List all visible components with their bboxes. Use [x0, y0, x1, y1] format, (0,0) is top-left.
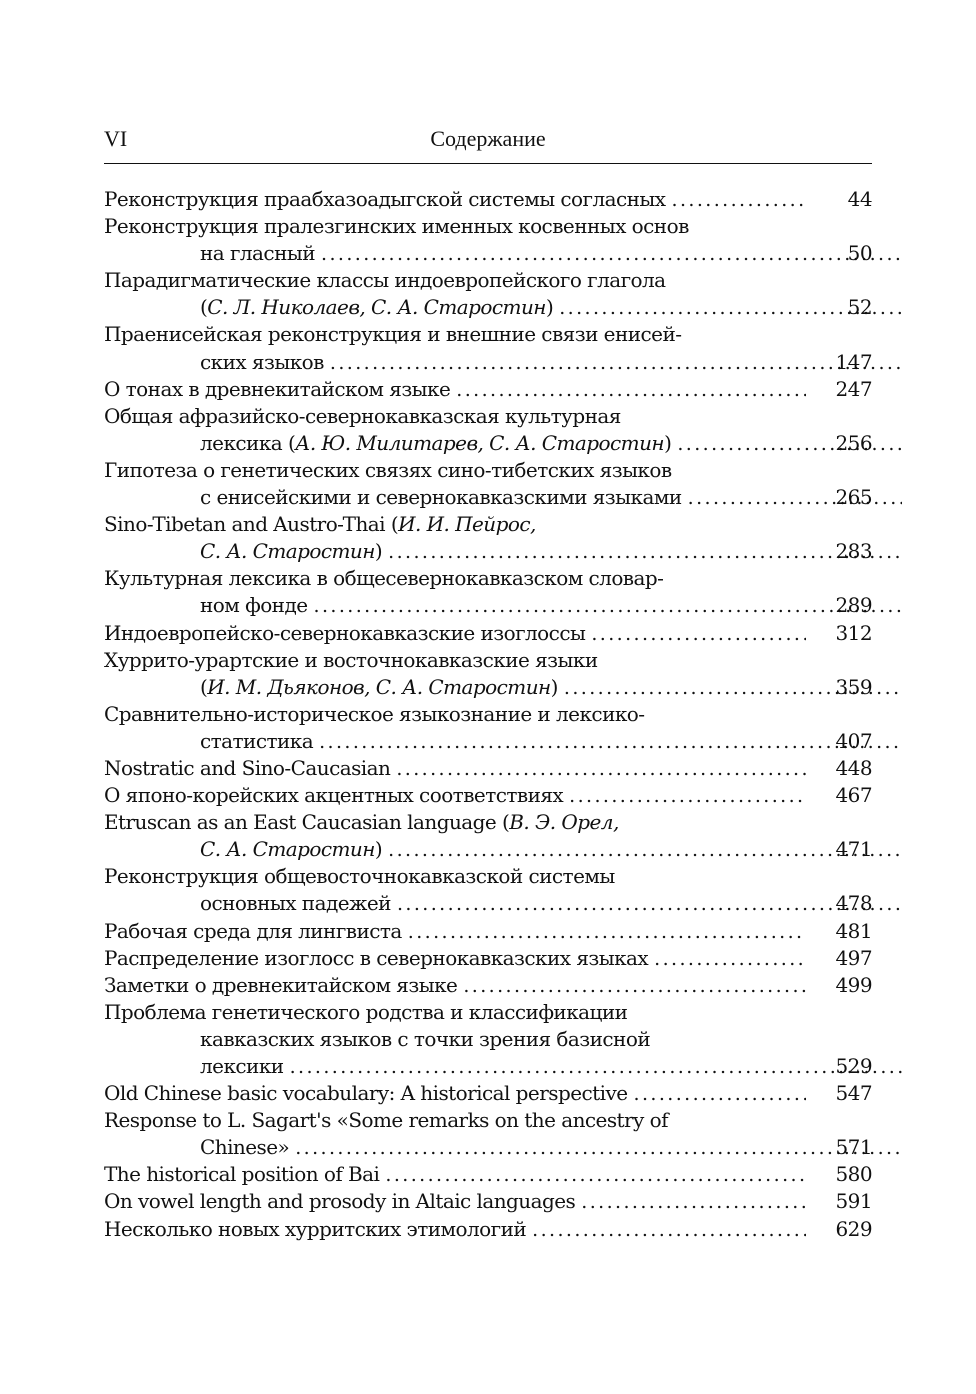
- toc-entry-title: [104, 702, 645, 726]
- toc-page-number: 547: [835, 1081, 872, 1106]
- toc-entry-line: [104, 809, 872, 836]
- toc-entry[interactable]: [104, 565, 872, 619]
- toc-page-number: 448: [835, 755, 872, 780]
- toc-entry[interactable]: [104, 213, 872, 267]
- toc-entry[interactable]: [104, 755, 872, 782]
- toc-entry[interactable]: [104, 945, 872, 972]
- toc-entry-line: [104, 1080, 872, 1107]
- title-text: Общая афразийско-севернокавказская культурная: [104, 403, 621, 428]
- dot-leader: [321, 241, 902, 268]
- dot-leader: [654, 946, 806, 973]
- toc-entry-line: [104, 1134, 872, 1161]
- title-text: Несколько новых хурритских этимологий: [104, 1216, 527, 1241]
- toc-entry[interactable]: [104, 1188, 872, 1215]
- dot-leader: [569, 783, 806, 810]
- toc-entry-line: [104, 349, 872, 376]
- toc-entry-title: [104, 864, 615, 888]
- toc-page-number: 478: [835, 891, 872, 916]
- toc-entry-title: [104, 404, 621, 428]
- toc-page-number: 499: [835, 972, 872, 997]
- dot-leader: [581, 1189, 806, 1216]
- toc-entry-line: [104, 538, 872, 565]
- toc-page-number: 580: [835, 1162, 872, 1187]
- dot-leader: [591, 621, 806, 648]
- toc-entry-line: [104, 1053, 872, 1080]
- toc-page-number: 467: [835, 783, 872, 808]
- toc-entry-title: [200, 592, 308, 619]
- toc-page-number: 52: [847, 295, 872, 320]
- title-text: Nostratic and Sino-Caucasian: [104, 755, 391, 780]
- title-text: ских языков: [200, 349, 324, 374]
- title-text: Реконструкция пралезгинских именных косвенных основ: [104, 214, 689, 239]
- toc-entry-line: [104, 1188, 872, 1215]
- dot-leader: [463, 973, 806, 1000]
- author-names: И. И. Пейрос,: [398, 512, 536, 537]
- title-text: Парадигматические классы индоевропейского глагола: [104, 268, 666, 293]
- toc-entry-line: [104, 972, 872, 999]
- title-text: (: [200, 295, 208, 320]
- author-names: С. А. Старостин: [200, 539, 375, 564]
- toc-entry-title: [104, 1161, 379, 1188]
- toc-page-number: 265: [835, 485, 872, 510]
- toc-entry-title: [104, 918, 402, 945]
- toc-entry-title: [104, 1000, 627, 1024]
- title-text: Response to L. Sagart's «Some remarks on the ancestry of: [104, 1108, 668, 1133]
- toc-entry[interactable]: [104, 186, 872, 213]
- toc-entry-title: [200, 836, 382, 863]
- toc-page-number: 50: [847, 241, 872, 266]
- toc-entry-title: [200, 294, 553, 321]
- title-text: Etruscan as an East Caucasian language (: [104, 810, 510, 835]
- toc-entry-line: [104, 511, 872, 538]
- toc-entry-line: [104, 728, 872, 755]
- dot-leader: [532, 1217, 806, 1244]
- toc-entry[interactable]: [104, 809, 872, 863]
- toc-page-number: 283: [835, 539, 872, 564]
- toc-entry-title: [104, 1108, 668, 1132]
- toc-entry[interactable]: [104, 918, 872, 945]
- toc-entry-line: [104, 484, 872, 511]
- title-text: Хуррито-урартские и восточнокавказские языки: [104, 647, 598, 672]
- toc-page-number: 312: [835, 620, 872, 645]
- dot-leader: [396, 756, 806, 783]
- title-text: ): [374, 837, 383, 862]
- toc-page-number: 256: [835, 430, 872, 455]
- toc-entry[interactable]: [104, 620, 872, 647]
- header-rule: [104, 163, 872, 164]
- dot-leader: [388, 837, 902, 864]
- toc-entry-title: [104, 566, 663, 590]
- title-text: On vowel length and prosody in Altaic languages: [104, 1189, 576, 1214]
- toc-entry-line: [104, 620, 872, 647]
- title-text: основных падежей: [200, 891, 391, 916]
- title-text: ): [550, 674, 558, 699]
- title-text: О японо-корейских акцентных соответствиях: [104, 783, 564, 808]
- title-text: Культурная лексика в общесевернокавказском словар-: [104, 566, 664, 591]
- title-text: на гласный: [200, 241, 315, 266]
- title-text: Sino-Tibetan and Austro-Thai (: [104, 512, 399, 537]
- dot-leader: [290, 1054, 902, 1081]
- toc-entry-line: [104, 782, 872, 809]
- toc-entry-line: [104, 945, 872, 972]
- toc-entry-line: [104, 701, 872, 728]
- toc-entry[interactable]: [104, 647, 872, 701]
- title-text: Праенисейская реконструкция и внешние связи енисей-: [104, 322, 682, 347]
- toc-page-number: 497: [835, 945, 872, 970]
- toc-entry-line: [104, 213, 872, 240]
- toc-entry-title: [104, 782, 563, 809]
- toc-entry-title: [200, 349, 324, 376]
- toc-entry[interactable]: [104, 972, 872, 999]
- toc-entry-title: [104, 1080, 628, 1107]
- toc-entry-line: [104, 863, 872, 890]
- title-text: Реконструкция праабхазоадыгской системы согласных: [104, 187, 666, 211]
- toc-page-number: 247: [835, 376, 872, 401]
- table-of-contents: [104, 186, 872, 1243]
- toc-entry-title: [200, 728, 313, 755]
- toc-entry-line: [104, 999, 872, 1026]
- title-text: The historical position of Bai: [104, 1162, 380, 1187]
- author-names: С. А. Старостин: [200, 837, 375, 862]
- toc-entry-title: [104, 648, 598, 672]
- toc-entry-line: [104, 836, 872, 863]
- toc-entry[interactable]: [104, 321, 872, 375]
- dot-leader: [634, 1081, 806, 1108]
- toc-entry[interactable]: [104, 511, 872, 565]
- author-names: А. Ю. Милитарев, С. А. Старостин: [295, 430, 665, 455]
- toc-entry[interactable]: [104, 457, 872, 511]
- toc-entry-title: [200, 1053, 284, 1080]
- toc-page-number: 481: [835, 918, 872, 943]
- toc-entry-line: [104, 186, 872, 213]
- dot-leader: [672, 187, 807, 214]
- toc-page-number: 359: [835, 674, 872, 699]
- toc-entry-title: [200, 538, 382, 565]
- toc-entry-line: [104, 321, 872, 348]
- title-text: ): [664, 430, 672, 455]
- toc-entry[interactable]: [104, 701, 872, 755]
- toc-entry[interactable]: [104, 1161, 872, 1188]
- toc-entry-line: [104, 647, 872, 674]
- toc-entry-line: [104, 1026, 872, 1053]
- toc-entry-title: [104, 458, 672, 482]
- title-text: Chinese»: [200, 1135, 290, 1160]
- dot-leader: [319, 729, 902, 756]
- title-text: статистика: [200, 728, 314, 753]
- toc-entry-title: [200, 430, 671, 457]
- title-text: Заметки о древнекитайском языке: [104, 972, 458, 997]
- toc-entry-line: [104, 430, 872, 457]
- title-text: лексика (: [200, 430, 296, 455]
- page-number: VI: [104, 126, 128, 151]
- toc-entry-title: [104, 945, 648, 972]
- running-header: [104, 124, 872, 160]
- toc-entry-title: [200, 484, 682, 511]
- toc-entry[interactable]: [104, 782, 872, 809]
- running-title: Содержание: [430, 126, 546, 151]
- toc-entry[interactable]: [104, 403, 872, 457]
- title-text: Индоевропейско-севернокавказские изоглоссы: [104, 620, 586, 645]
- title-text: О тонах в древнекитайском языке: [104, 376, 451, 401]
- toc-entry-title: [200, 240, 315, 267]
- toc-entry-title: [104, 322, 681, 346]
- title-text: Сравнительно-историческое языкознание и лексико-: [104, 701, 645, 726]
- title-text: кавказских языков с точки зрения базисной: [200, 1026, 651, 1051]
- dot-leader: [397, 891, 902, 918]
- dot-leader: [456, 377, 806, 404]
- title-text: лексики: [200, 1054, 284, 1078]
- title-text: с енисейскими и севернокавказскими языками: [200, 485, 682, 510]
- toc-page-number: 591: [835, 1189, 872, 1214]
- toc-page-number: 571: [835, 1135, 872, 1160]
- toc-entry[interactable]: [104, 863, 872, 917]
- toc-entry[interactable]: [104, 1216, 872, 1243]
- author-names: С. Л. Николаев, С. А. Старостин: [207, 295, 546, 320]
- toc-entry-title: [104, 1188, 575, 1215]
- title-text: (: [200, 674, 208, 699]
- toc-entry-title: [104, 376, 450, 403]
- toc-entry[interactable]: [104, 376, 872, 403]
- toc-page-number: 44: [847, 187, 872, 211]
- toc-entry-title: [104, 755, 390, 782]
- toc-entry-line: [104, 1107, 872, 1134]
- toc-page-number: 529: [835, 1054, 872, 1078]
- title-text: Проблема генетического родства и классификации: [104, 999, 628, 1024]
- toc-entry-line: [104, 376, 872, 403]
- toc-entry-line: [104, 457, 872, 484]
- toc-entry-title: [104, 810, 619, 834]
- toc-entry-line: [104, 755, 872, 782]
- dot-leader: [388, 539, 902, 566]
- author-names: И. М. Дьяконов, С. А. Старостин: [207, 674, 551, 699]
- toc-entry-title: [104, 268, 666, 292]
- toc-entry-line: [104, 267, 872, 294]
- title-text: ном фонде: [200, 593, 308, 618]
- toc-entry-title: [200, 674, 558, 701]
- toc-entry-title: [104, 1216, 526, 1243]
- toc-entry-line: [104, 592, 872, 619]
- title-text: Реконструкция общевосточнокавказской системы: [104, 864, 615, 889]
- title-text: Рабочая среда для лингвиста: [104, 918, 402, 943]
- toc-entry-line: [104, 890, 872, 917]
- dot-leader: [385, 1162, 806, 1189]
- toc-entry-line: [104, 565, 872, 592]
- toc-page-number: 407: [835, 728, 872, 753]
- toc-page-number: 289: [835, 593, 872, 618]
- toc-entry-title: [104, 214, 689, 238]
- toc-page-number: 147: [835, 349, 872, 374]
- toc-entry[interactable]: [104, 1107, 872, 1161]
- toc-entry-line: [104, 1216, 872, 1243]
- title-text: Гипотеза о генетических связях сино-тибетских языков: [104, 457, 672, 482]
- toc-page-number: 471: [835, 837, 872, 862]
- toc-entry-title: [104, 620, 585, 647]
- toc-entry-title: [104, 512, 536, 536]
- toc-entry-title: [200, 890, 391, 917]
- title-text: ): [374, 539, 383, 564]
- title-text: ): [545, 295, 554, 320]
- toc-entry[interactable]: [104, 267, 872, 321]
- dot-leader: [295, 1135, 902, 1162]
- toc-entry-title: [104, 186, 666, 213]
- toc-entry-line: [104, 918, 872, 945]
- toc-entry-line: [104, 240, 872, 267]
- toc-entry[interactable]: [104, 1080, 872, 1107]
- dot-leader: [330, 350, 902, 377]
- title-text: Old Chinese basic vocabulary: A historical perspective: [104, 1081, 628, 1106]
- toc-entry[interactable]: [104, 999, 872, 1080]
- toc-entry-title: [200, 1134, 289, 1161]
- author-names: В. Э. Орел,: [509, 810, 619, 835]
- toc-entry-title: [200, 1027, 650, 1051]
- toc-entry-line: [104, 403, 872, 430]
- dot-leader: [408, 919, 806, 946]
- dot-leader: [314, 593, 902, 620]
- title-text: Распределение изоглосс в севернокавказских языках: [104, 945, 649, 970]
- toc-entry-line: [104, 674, 872, 701]
- toc-page-number: 629: [835, 1216, 872, 1241]
- toc-entry-line: [104, 294, 872, 321]
- toc-entry-title: [104, 972, 457, 999]
- toc-entry-line: [104, 1161, 872, 1188]
